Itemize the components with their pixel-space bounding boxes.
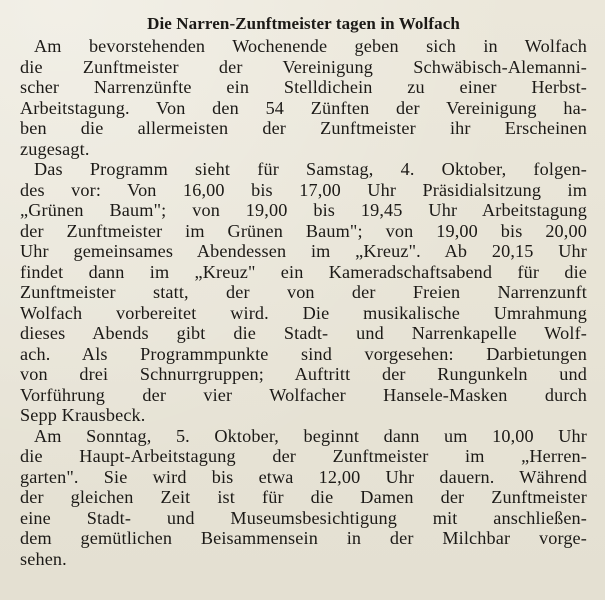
text-line: scher Narrenzünfte ein Stelldichein zu einer Herbst- [20, 77, 587, 97]
text-line: des vor: Von 16,00 bis 17,00 Uhr Präsidialsitzung im [20, 179, 587, 200]
text-line: der gleichen Zeit ist für die Damen der Zunftmeister [20, 487, 587, 507]
text-line: der Zunftmeister im Grünen Baum"; von 19,00 bis 20,00 [20, 220, 587, 241]
text-line: Am Sonntag, 5. Oktober, beginnt dann um 10,00 Uhr [34, 425, 587, 446]
text-line: ben die allermeisten der Zunftmeister ihr Erscheinen [20, 118, 587, 138]
text-line: dieses Abends gibt die Stadt- und Narrenkapelle Wolf- [20, 323, 587, 343]
text-line: Vorführung der vier Wolfacher Hansele-Masken durch [20, 384, 587, 405]
text-line: Wolfach vorbereitet wird. Die musikalische Umrahmung [20, 302, 587, 323]
text-line: zugesagt. [20, 138, 90, 159]
text-line: ach. Als Programmpunkte sind vorgesehen: Darbietungen [20, 343, 587, 364]
text-line: Am bevorstehenden Wochenende geben sich in Wolfach [34, 36, 587, 56]
text-line: dem gemütlichen Beisammensein in der Milchbar vorge- [20, 528, 587, 548]
text-line: „Grünen Baum"; von 19,00 bis 19,45 Uhr Arbeitstagung [20, 200, 587, 220]
text-line: findet dann im „Kreuz" ein Kameradschaftsabend für die [20, 261, 587, 282]
text-line: sehen. [20, 548, 67, 569]
text-line: Das Programm sieht für Samstag, 4. Oktober, folgen- [34, 159, 587, 179]
text-line: eine Stadt- und Museumsbesichtigung mit anschließen- [20, 507, 587, 528]
article-paragraph-2 [20, 159, 587, 426]
text-line: Sepp Krausbeck. [20, 405, 146, 425]
page-edge-shadow [0, 592, 605, 600]
text-line: Zunftmeister statt, der von der Freien Narrenzunft [20, 282, 587, 302]
text-line: von drei Schnurrgruppen; Auftritt der Rungunkeln und [20, 364, 587, 384]
text-line: garten". Sie wird bis etwa 12,00 Uhr dauern. Während [20, 466, 587, 487]
text-line: die Haupt-Arbeitstagung der Zunftmeister im „Herren- [20, 446, 587, 466]
article-headline: Die Narren-Zunftmeister tagen in Wolfach [147, 14, 460, 33]
text-line: Uhr gemeinsames Abendessen im „Kreuz". Ab 20,15 Uhr [20, 241, 587, 261]
text-line: die Zunftmeister der Vereinigung Schwäbisch-Alemanni- [20, 56, 587, 77]
article-paragraph-1 [20, 36, 587, 159]
article-paragraph-3 [20, 426, 587, 570]
text-line: Arbeitstagung. Von den 54 Zünften der Vereinigung ha- [20, 97, 587, 118]
